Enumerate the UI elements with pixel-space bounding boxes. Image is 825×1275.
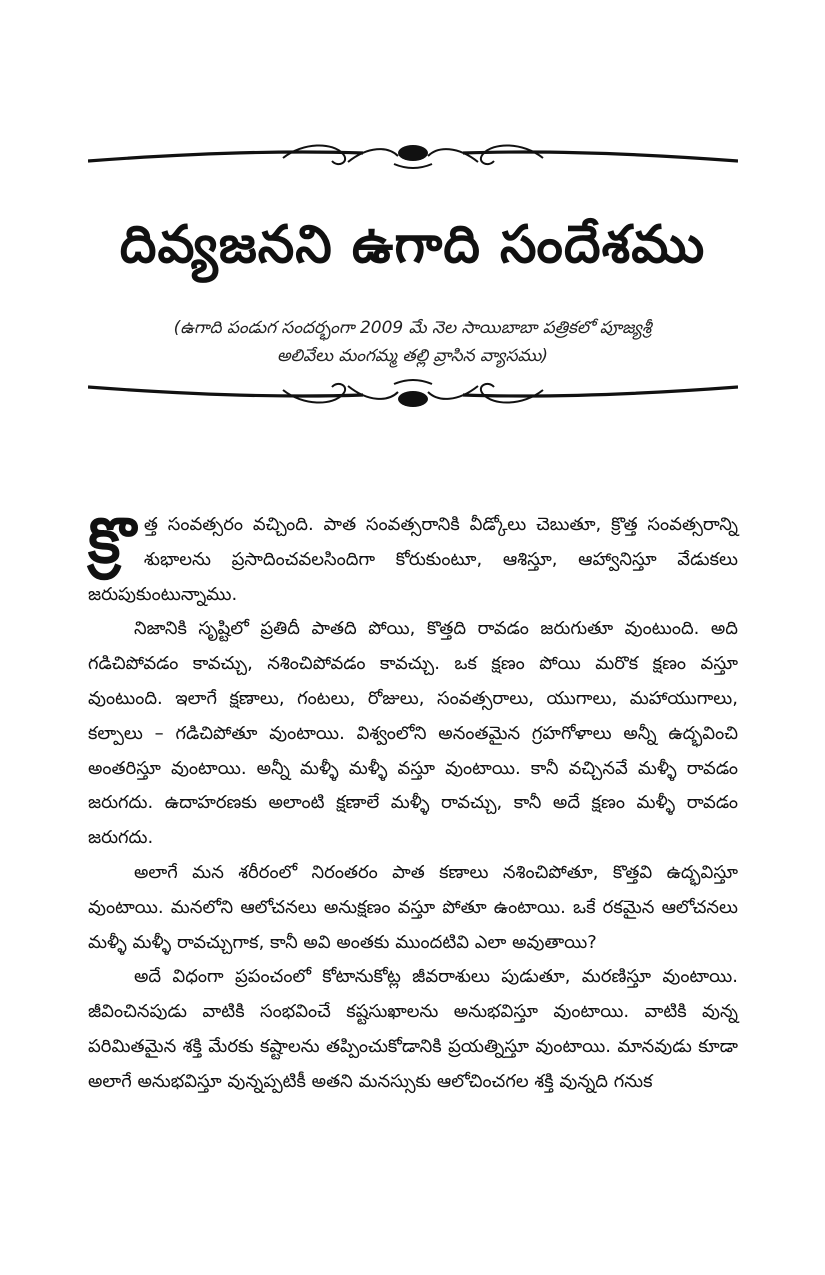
subtitle-line-1: (ఉగాది పండుగ సందర్భంగా 2009 మే నెల సాయిబాబా పత్రికలో పూజ్యశ్రీ xyxy=(173,318,652,338)
paragraph-3: అలాగే మన శరీరంలో నిరంతరం పాత కణాలు నశించిపోతూ, కొత్తవి ఉద్భవిస్తూ వుంటాయి. మనలోని ఆలోచనలు అనుక్షణం వస్తూ పోతూ ఉంటాయి. ఒకే రకమైన ఆలోచనలు మళ్ళీ మళ్ళీ రావచ్చుగాక, కానీ అవి అంతకు ముందటివి ఎలా అవుతాయి? xyxy=(88,861,738,953)
page-title: దివ్యజనని ఉగాది సందేశము xyxy=(119,215,706,275)
drop-cap: క్రొ xyxy=(88,504,136,577)
top-ornament-divider xyxy=(88,128,738,178)
paragraph-1 xyxy=(88,504,738,612)
bottom-ornament-divider xyxy=(88,372,738,422)
paragraph-1-text: త్త సంవత్సరం వచ్చింది. పాత సంవత్సరానికి వీడ్కోలు చెబుతూ, క్రొత్త సంవత్సరాన్ని శుభాలను ప్రసాదించవలసిందిగా కోరుకుంటూ, ఆశిస్తూ, ఆహ్వానిస్తూ వేడుకలు జరుపుకుంటున్నాము. xyxy=(88,514,738,605)
subtitle-line-2: అలివేలు మంగమ్మ తల్లి వ్రాసిన వ్యాసము) xyxy=(276,346,549,366)
paragraph-2: నిజానికి సృష్టిలో ప్రతిదీ పాతది పోయి, కొత్తది రావడం జరుగుతూ వుంటుంది. అది గడిచిపోవడం కావచ్చు, నశించిపోవడం కావచ్చు. ఒక క్షణం పోయి మరొక క్షణం వస్తూ వుంటుంది. ఇలాగే క్షణాలు, గంటలు, రోజులు, సంవత్సరాలు, యుగాలు, మహాయుగాలు, కల్పాలు – గడిచిపోతూ వుంటాయి. విశ్వంలోని అనంతమైన గ్రహగోళాలు అన్నీ ఉద్భవించి అంతరిస్తూ వుంటాయి. అన్నీ మళ్ళీ మళ్ళీ వస్తూ వుంటాయి. కానీ వచ్చినవే మళ్ళీ రావడం జరుగదు. ఉదాహరణకు అలాంటి క్షణాలే మళ్ళీ రావచ్చు, కానీ అదే క్షణం మళ్ళీ రావడం జరుగదు. xyxy=(88,618,738,849)
subtitle xyxy=(80,314,745,370)
article-body xyxy=(88,504,738,1100)
paragraph-4: అదే విధంగా ప్రపంచంలో కోటానుకోట్ల జీవరాశులు పుడుతూ, మరణిస్తూ వుంటాయి. జీవించినపుడు వాటికి సంభవించే కష్టసుఖాలను అనుభవిస్తూ వుంటాయి. వాటికి వున్న పరిమితమైన శక్తి మేరకు కష్టాలను తప్పించుకోడానికి ప్రయత్నిస్తూ వుంటాయి. మానవుడు కూడా అలాగే అనుభవిస్తూ వున్నప్పటికీ అతని మనస్సుకు ఆలోచించగల శక్తి వున్నది గనుక xyxy=(88,966,738,1092)
